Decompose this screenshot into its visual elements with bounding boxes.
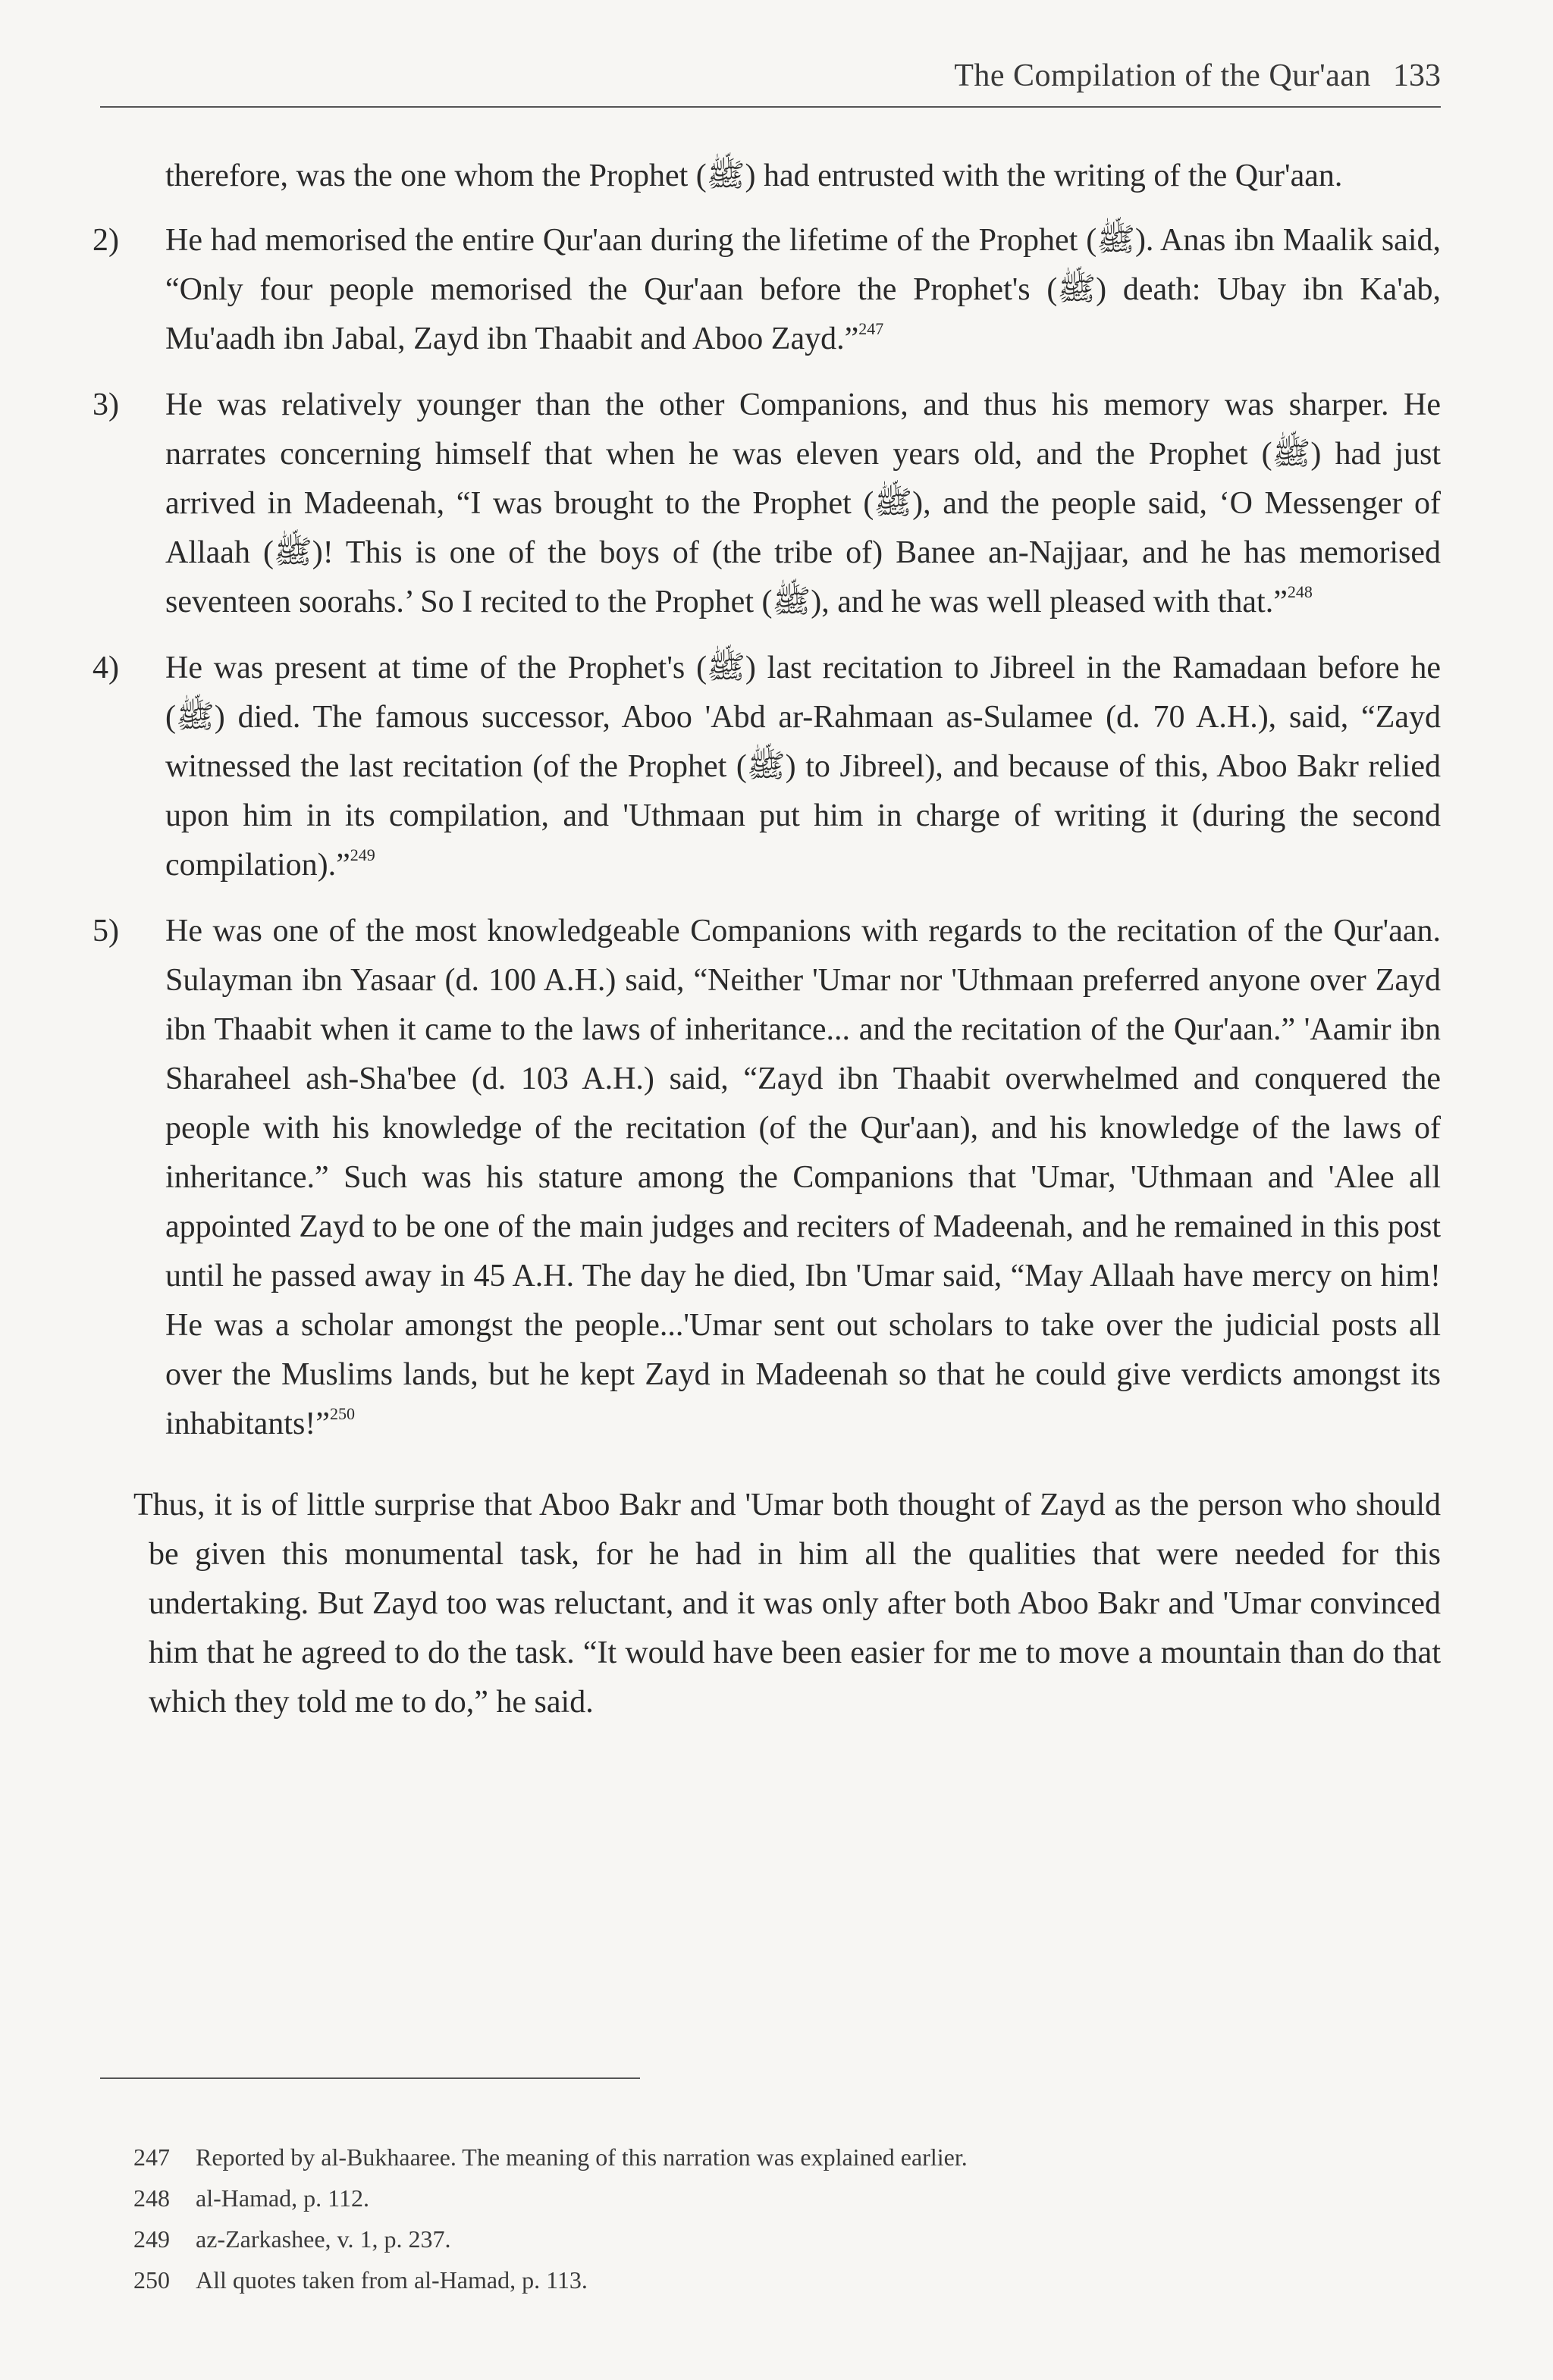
footnote-text: Reported by al-Bukhaaree. The meaning of this narration was explained earlier. bbox=[196, 2143, 968, 2171]
list-item bbox=[93, 216, 1441, 364]
footnote-text: All quotes taken from al-Hamad, p. 113. bbox=[196, 2266, 588, 2294]
footnote-ref[interactable]: 248 bbox=[1287, 582, 1313, 601]
footnote-ref[interactable]: 250 bbox=[329, 1404, 355, 1423]
footnote bbox=[133, 2178, 968, 2219]
main-text bbox=[93, 152, 1441, 1759]
running-title: The Compilation of the Qur'aan bbox=[954, 58, 1371, 93]
list-item-text: He was present at time of the Prophet's (ﷺ) last recitation to Jibreel in the Ramadaan before he (ﷺ) died. The famous successor, Aboo 'Abd ar-Rahmaan as-Sulamee (d. 70 A.H.), said, “Zayd witnessed the last recitation (of the Prophet (ﷺ) to Jibreel), and because of this, Aboo Bakr relied upon him in its compilation, and 'Uthmaan put him in charge of writing it (during the second compilation).” bbox=[165, 651, 1441, 883]
footnote-text: az-Zarkashee, v. 1, p. 237. bbox=[196, 2225, 451, 2253]
footnote-text: al-Hamad, p. 112. bbox=[196, 2184, 369, 2212]
footnotes bbox=[133, 2137, 968, 2300]
footnote-number: 247 bbox=[133, 2143, 170, 2171]
list-item bbox=[93, 907, 1441, 1449]
list-item-text: He had memorised the entire Qur'aan during the lifetime of the Prophet (ﷺ). Anas ibn Maalik said, “Only four people memorised the Qur'aan before the Prophet's (ﷺ) death: Ubay ibn Ka'ab, Mu'aadh ibn Jabal, Zayd ibn Thaabit and Aboo Zayd.” bbox=[165, 223, 1441, 356]
list-item-number: 3) bbox=[93, 387, 119, 422]
running-header bbox=[100, 53, 1441, 108]
list-item-text: He was one of the most knowledgeable Companions with regards to the recitation of the Qur'aan. Sulayman ibn Yasaar (d. 100 A.H.) said, “Neither 'Umar nor 'Uthmaan preferred anyone over Zayd ibn Thaabit when it came to the laws of inheritance... and the recitation of the Qur'aan.” 'Aamir ibn Sharaheel ash-Sha'bee (d. 103 A.H.) said, “Zayd ibn Thaabit overwhelmed and conquered the people with his knowledge of the recitation (of the Qur'aan), and his knowledge of the laws of inheritance.” Such was his stature among the Companions that 'Umar, 'Uthmaan and 'Alee all appointed Zayd to be one of the main judges and reciters of Madeenah, and he remained in this post until he passed away in 45 A.H. The day he died, Ibn 'Umar said, “May Allaah have mercy on him! He was a scholar amongst the people...'Umar sent out scholars to take over the judicial posts all over the Muslims lands, but he kept Zayd in Madeenah so that he could give verdicts amongst its inhabitants!” bbox=[165, 914, 1441, 1441]
list-item bbox=[93, 381, 1441, 627]
footnote-ref[interactable]: 247 bbox=[858, 319, 884, 338]
footnote-number: 249 bbox=[133, 2225, 170, 2253]
footnote bbox=[133, 2219, 968, 2259]
list-item-number: 4) bbox=[93, 651, 119, 685]
list-item-text: He was relatively younger than the other Companions, and thus his memory was sharper. He narrates concerning himself that when he was eleven years old, and the Prophet (ﷺ) had just arrived in Madeenah, “I was brought to the Prophet (ﷺ), and the people said, ‘O Messenger of Allaah (ﷺ)! This is one of the boys of (the tribe of) Banee an-Najjaar, and he has memorised seventeen soorahs.’ So I recited to the Prophet (ﷺ), and he was well pleased with that.” bbox=[165, 387, 1441, 619]
list-item-number: 2) bbox=[93, 223, 119, 258]
list-item bbox=[93, 644, 1441, 890]
continuation-paragraph: therefore, was the one whom the Prophet (ﷺ) had entrusted with the writing of the Qur'aan. bbox=[165, 158, 1343, 193]
footnote bbox=[133, 2137, 968, 2178]
footnote-divider bbox=[100, 2077, 640, 2079]
closing-paragraph: Thus, it is of little surprise that Aboo Bakr and 'Umar both thought of Zayd as the person who should be given this monumental task, for he had in him all the qualities that were needed for this undertaking. But Zayd too was reluctant, and it was only after both Aboo Bakr and 'Umar convinced him that he agreed to do the task. “It would have been easier for me to move a mountain than do that which they told me to do,” he said. bbox=[133, 1488, 1441, 1720]
footnote-number: 250 bbox=[133, 2266, 170, 2294]
list-item-number: 5) bbox=[93, 914, 119, 949]
footnote bbox=[133, 2259, 968, 2300]
page-number: 133 bbox=[1393, 58, 1441, 93]
footnote-number: 248 bbox=[133, 2184, 170, 2212]
footnote-ref[interactable]: 249 bbox=[350, 845, 375, 864]
